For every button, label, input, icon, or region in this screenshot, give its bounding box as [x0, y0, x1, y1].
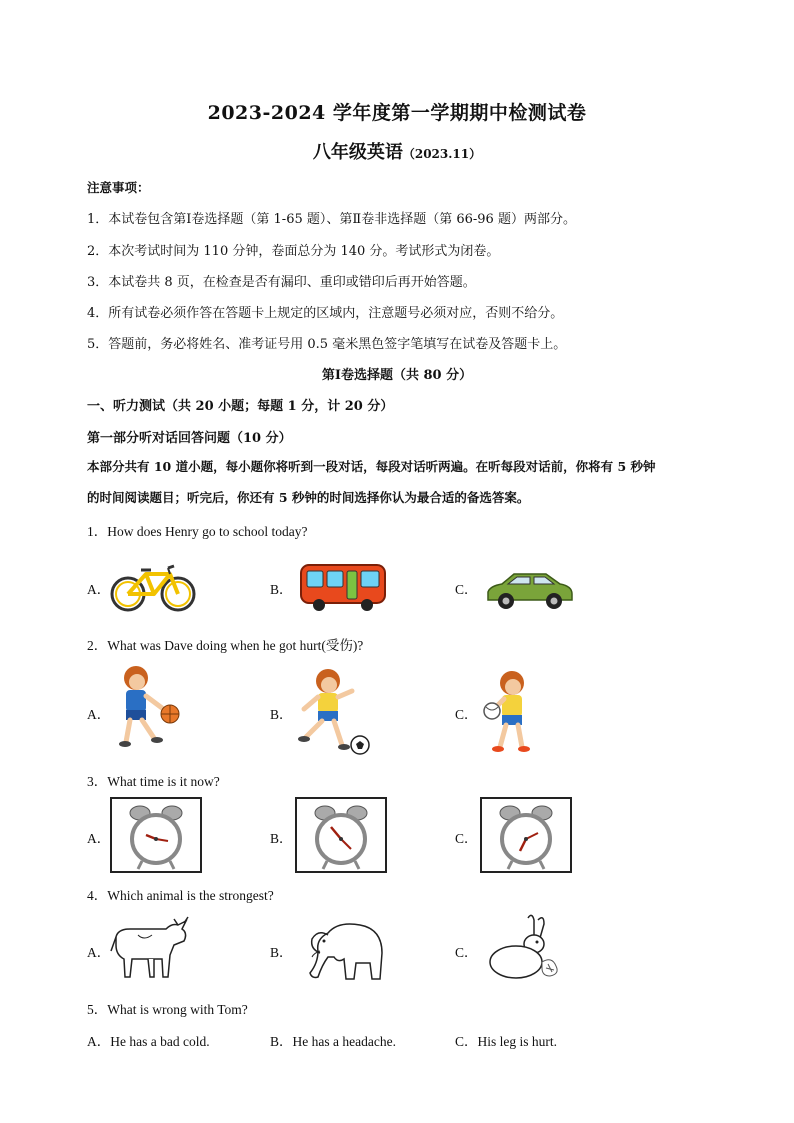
- q4-option-a[interactable]: A．: [87, 945, 111, 960]
- part-heading: 一、听力测试（共 20 小题；每题 1 分，计 20 分）: [87, 399, 394, 414]
- q5-option-a[interactable]: A．He has a bad cold.: [87, 1034, 210, 1049]
- car-icon: [484, 570, 576, 612]
- football-boy-icon: [296, 665, 372, 757]
- note-item-3: 3．本试卷共 8 页，在检查是否有漏印、重印或错印后再开始答题。: [87, 275, 476, 290]
- notes-heading: 注意事项：: [87, 180, 150, 195]
- question-4-text: 4．Which animal is the strongest?: [87, 888, 274, 903]
- question-5-text: 5．What is wrong with Tom?: [87, 1002, 248, 1017]
- q2-option-b[interactable]: B．: [270, 707, 293, 722]
- question-1-text: 1．How does Henry go to school today?: [87, 524, 308, 539]
- question-3-text: 3．What time is it now?: [87, 774, 220, 789]
- bus-icon: [299, 563, 387, 613]
- alarm-clock-icon: [480, 797, 572, 873]
- instructions-line-1: 本部分共有 10 道小题，每小题你将听到一段对话，每段对话听两遍。在听每段对话前，你将有 5 秒钟: [87, 459, 656, 474]
- sub-heading: 第一部分听对话回答问题（10 分）: [87, 431, 292, 446]
- basketball-boy-icon: [114, 662, 186, 752]
- q1-option-a[interactable]: A．: [87, 582, 111, 597]
- rabbit-icon: [482, 912, 568, 984]
- exam-subtitle: [0, 138, 794, 164]
- note-item-2: 2．本次考试时间为 110 分钟，卷面总分为 140 分。考试形式为闭卷。: [87, 244, 500, 259]
- alarm-clock-icon: [110, 797, 202, 873]
- q1-option-b[interactable]: B．: [270, 582, 293, 597]
- q5-option-c[interactable]: C．His leg is hurt.: [455, 1034, 558, 1049]
- elephant-icon: [298, 913, 388, 985]
- q3-option-a[interactable]: A．: [87, 831, 111, 846]
- q2-option-c[interactable]: C．: [455, 707, 478, 722]
- alarm-clock-icon: [295, 797, 387, 873]
- q3-option-c[interactable]: C．: [455, 831, 478, 846]
- q4-option-b[interactable]: B．: [270, 945, 293, 960]
- section-title: 第Ⅰ卷选择题（共 80 分）: [321, 368, 473, 383]
- note-item-5: 5．答题前，务必将姓名、准考证号用 0.5 毫米黑色签字笔填写在试卷及答题卡上。: [87, 337, 567, 352]
- subject-label: 八年级英语: [312, 142, 403, 163]
- exam-title: 2023-2024 学年度第一学期期中检测试卷: [207, 102, 587, 124]
- question-2-text: 2．What was Dave doing when he got hurt(受伤)?: [87, 638, 364, 653]
- q5-option-b[interactable]: B．He has a headache.: [270, 1034, 396, 1049]
- q1-option-c[interactable]: C．: [455, 582, 478, 597]
- cow-icon: [108, 915, 190, 983]
- exam-date: （2023.11）: [402, 147, 482, 161]
- volleyball-boy-icon: [482, 667, 538, 755]
- q2-option-a[interactable]: A．: [87, 707, 111, 722]
- q3-option-b[interactable]: B．: [270, 831, 293, 846]
- note-item-1: 1．本试卷包含第Ⅰ卷选择题（第 1-65 题）、第Ⅱ卷非选择题（第 66-96 题）两部分。: [87, 212, 576, 227]
- q4-option-c[interactable]: C．: [455, 945, 478, 960]
- instructions-line-2: 的时间阅读题目；听完后，你还有 5 秒钟的时间选择你认为最合适的备选答案。: [87, 490, 530, 505]
- bicycle-icon: [108, 560, 198, 614]
- note-item-4: 4．所有试卷必须作答在答题卡上规定的区域内，注意题号必须对应，否则不给分。: [87, 306, 564, 321]
